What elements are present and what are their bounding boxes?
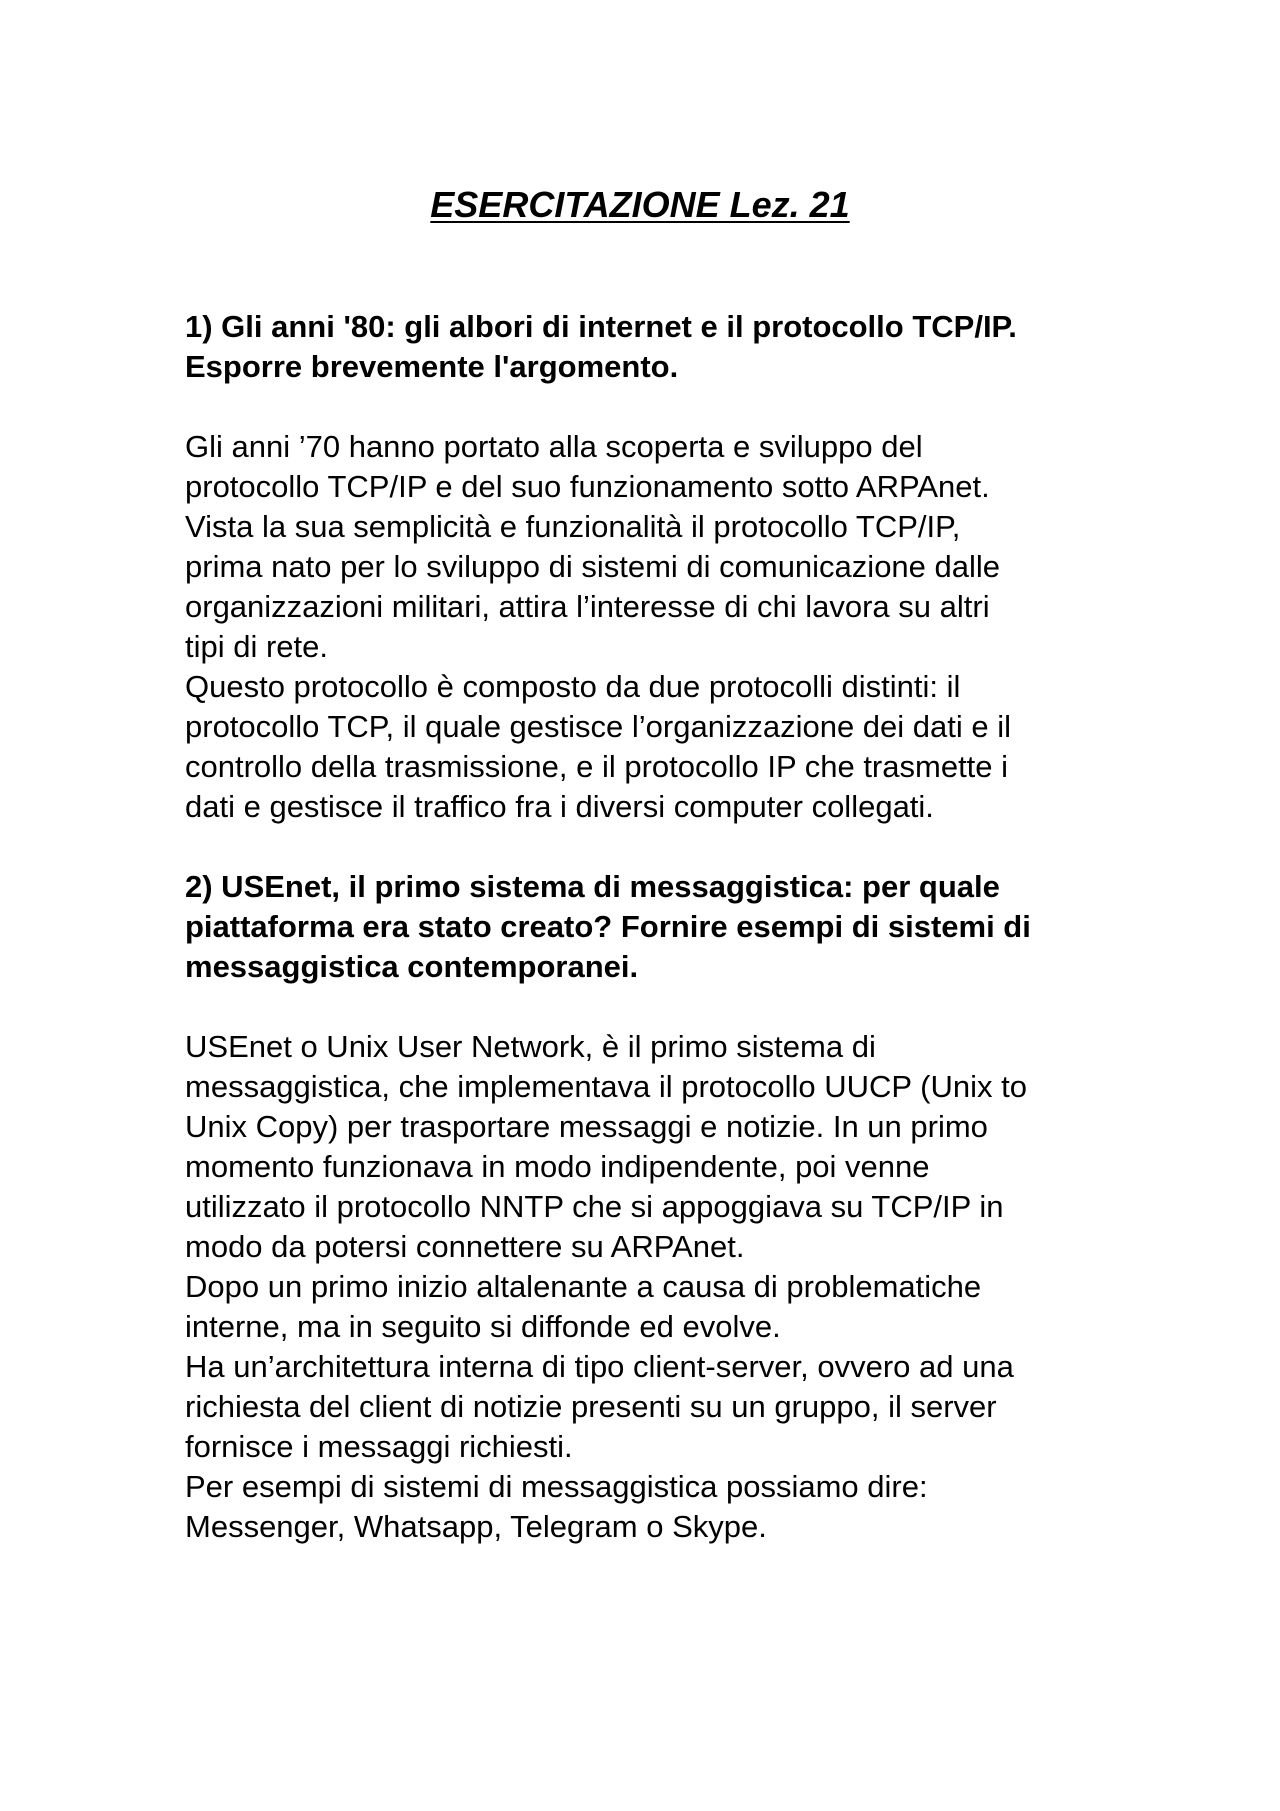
question-line: Esporre brevemente l'argomento. bbox=[185, 349, 679, 384]
answer-line: Vista la sua semplicità e funzionalità il protocollo TCP/IP, bbox=[185, 509, 961, 544]
answer-line: fornisce i messaggi richiesti. bbox=[185, 1429, 573, 1464]
answer-line: protocollo TCP, il quale gestisce l’organizzazione dei dati e il bbox=[185, 709, 1011, 744]
answer-1 bbox=[185, 427, 1135, 827]
answer-line: protocollo TCP/IP e del suo funzionamento sotto ARPAnet. bbox=[185, 469, 990, 504]
answer-line: tipi di rete. bbox=[185, 629, 329, 664]
answer-line: utilizzato il protocollo NNTP che si appoggiava su TCP/IP in bbox=[185, 1189, 1004, 1224]
answer-line: Ha un’architettura interna di tipo client-server, ovvero ad una bbox=[185, 1349, 1014, 1384]
question-2 bbox=[185, 867, 1135, 987]
answer-line: Gli anni ’70 hanno portato alla scoperta e sviluppo del bbox=[185, 429, 923, 464]
document-body bbox=[185, 307, 1135, 1547]
question-line: piattaforma era stato creato? Fornire esempi di sistemi di bbox=[185, 909, 1031, 944]
answer-line: Unix Copy) per trasportare messaggi e notizie. In un primo bbox=[185, 1109, 988, 1144]
spacer bbox=[185, 827, 1135, 867]
answer-line: controllo della trasmissione, e il protocollo IP che trasmette i bbox=[185, 749, 1009, 784]
answer-line: Dopo un primo inizio altalenante a causa di problematiche bbox=[185, 1269, 982, 1304]
answer-line: Per esempi di sistemi di messaggistica possiamo dire: bbox=[185, 1469, 928, 1504]
answer-line: messaggistica, che implementava il protocollo UUCP (Unix to bbox=[185, 1069, 1027, 1104]
answer-line: momento funzionava in modo indipendente, poi venne bbox=[185, 1149, 930, 1184]
spacer bbox=[185, 987, 1135, 1027]
answer-line: Messenger, Whatsapp, Telegram o Skype. bbox=[185, 1509, 767, 1544]
answer-line: modo da potersi connettere su ARPAnet. bbox=[185, 1229, 745, 1264]
answer-line: USEnet o Unix User Network, è il primo sistema di bbox=[185, 1029, 876, 1064]
question-line: 2) USEnet, il primo sistema di messaggistica: per quale bbox=[185, 869, 1000, 904]
answer-line: organizzazioni militari, attira l’interesse di chi lavora su altri bbox=[185, 589, 990, 624]
question-line: messaggistica contemporanei. bbox=[185, 949, 639, 984]
answer-2 bbox=[185, 1027, 1135, 1547]
question-line: 1) Gli anni '80: gli albori di internet e il protocollo TCP/IP. bbox=[185, 309, 1017, 344]
spacer bbox=[185, 387, 1135, 427]
answer-line: prima nato per lo sviluppo di sistemi di comunicazione dalle bbox=[185, 549, 1001, 584]
answer-line: richiesta del client di notizie presenti su un gruppo, il server bbox=[185, 1389, 997, 1424]
document-title: ESERCITAZIONE Lez. 21 bbox=[430, 184, 850, 225]
answer-line: Questo protocollo è composto da due protocolli distinti: il bbox=[185, 669, 961, 704]
answer-line: dati e gestisce il traffico fra i diversi computer collegati. bbox=[185, 789, 934, 824]
answer-line: interne, ma in seguito si diffonde ed evolve. bbox=[185, 1309, 781, 1344]
question-1 bbox=[185, 307, 1135, 387]
